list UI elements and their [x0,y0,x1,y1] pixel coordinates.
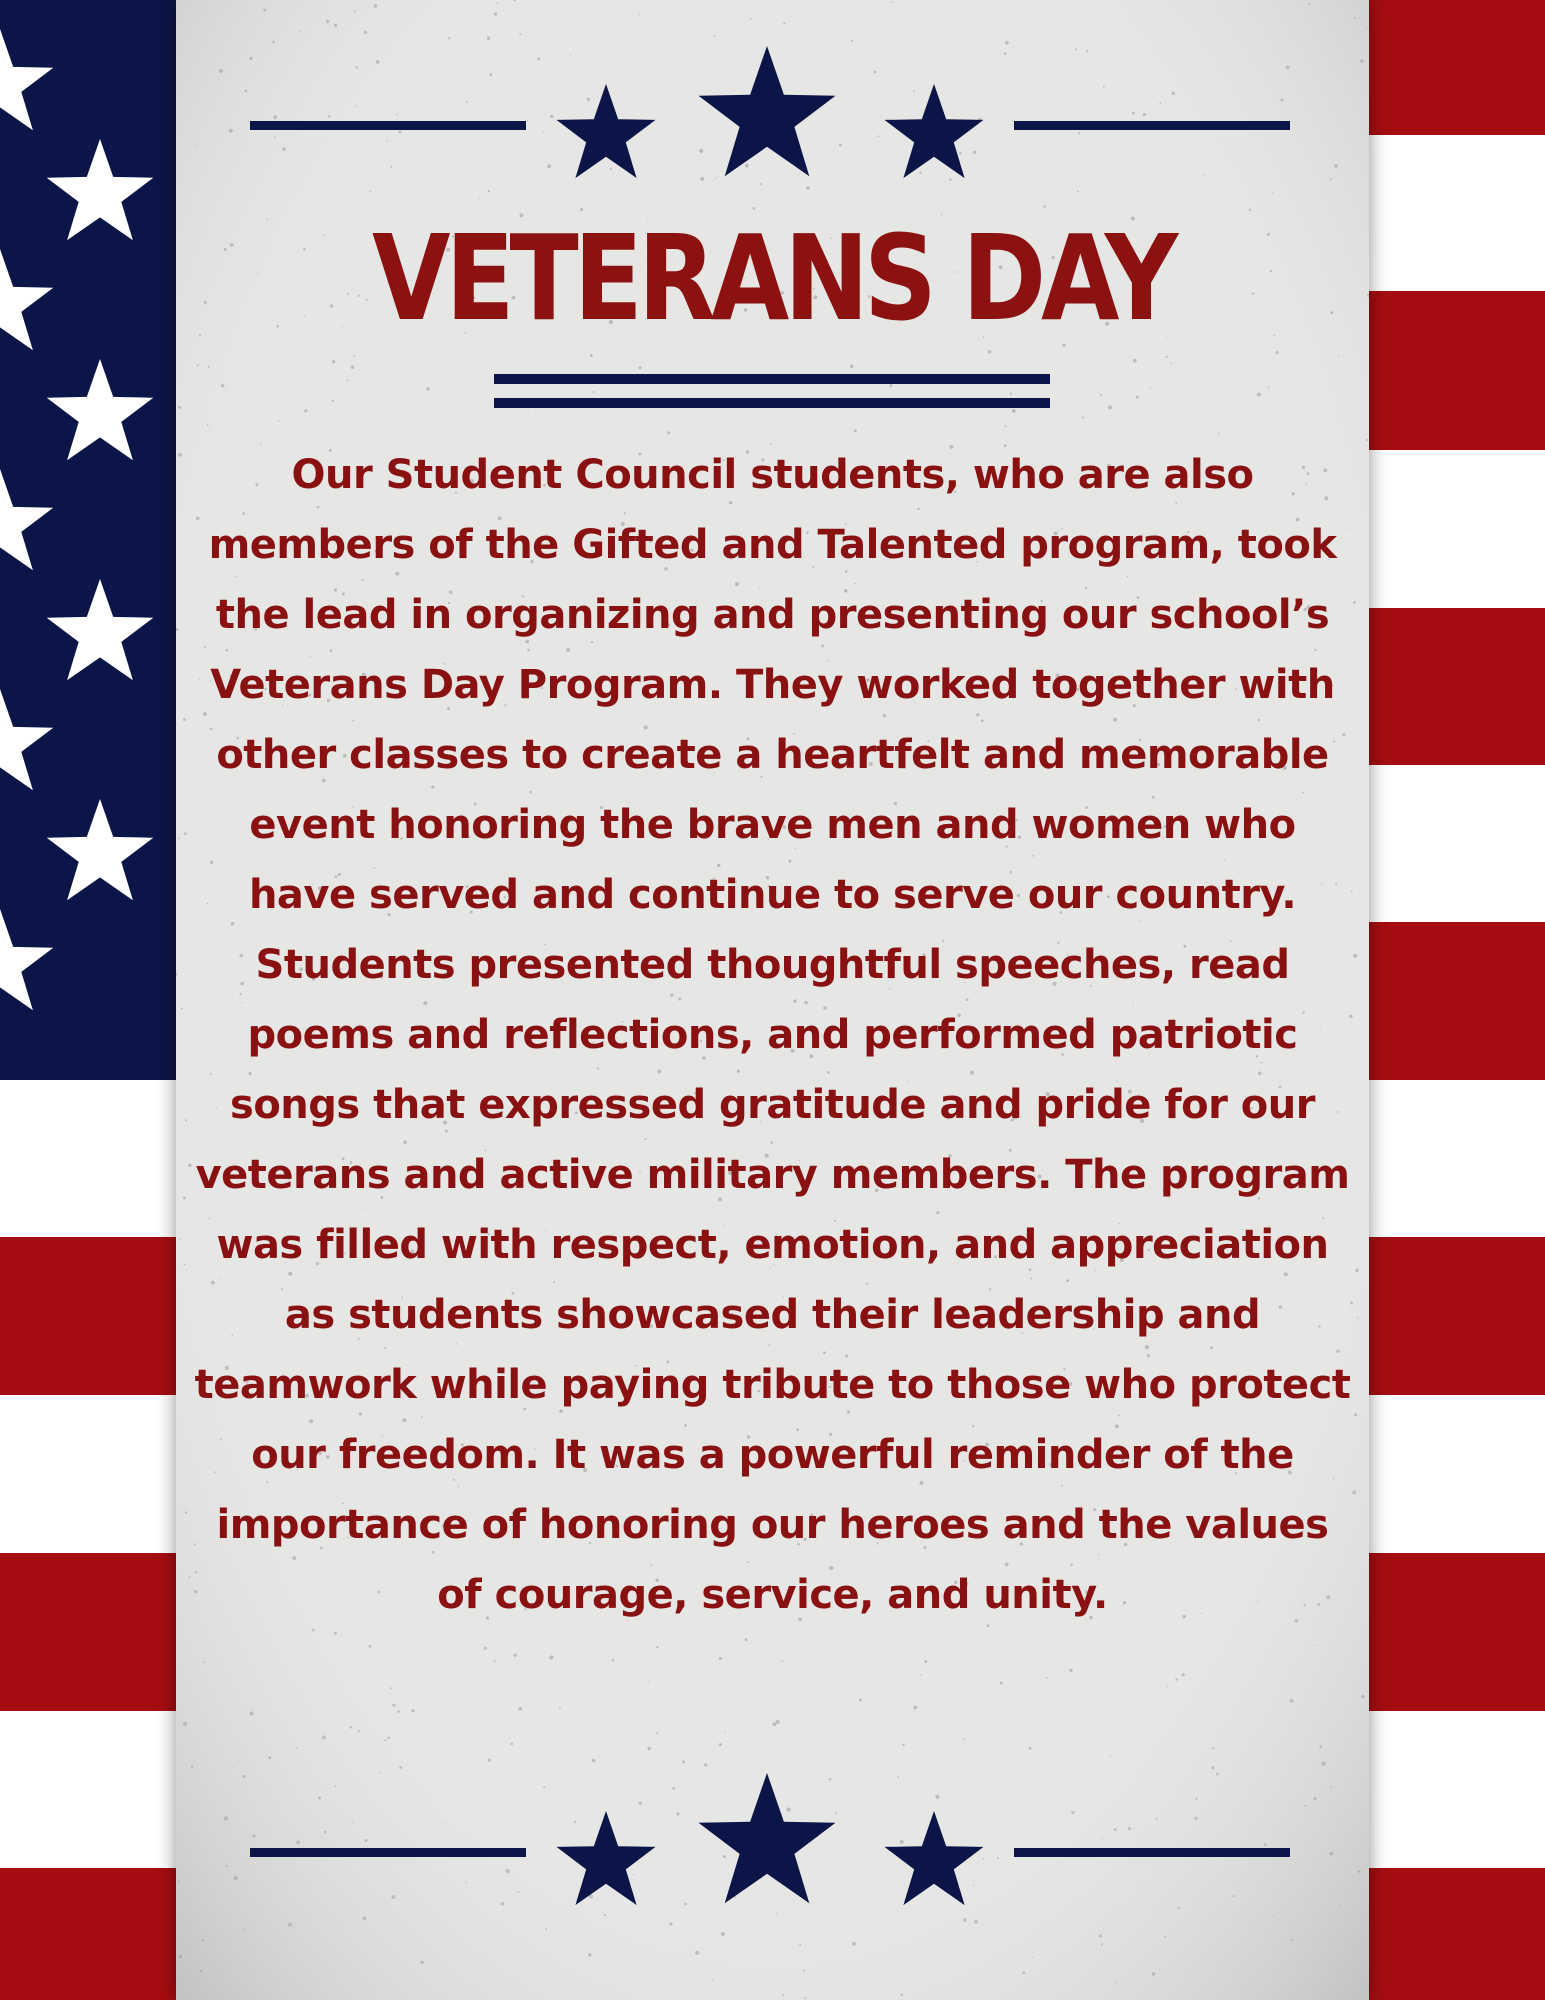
top-star-ornament [176,45,1369,195]
body-paragraph: Our Student Council students, who are also members of the Gifted and Talented program, took the lead in organizing and presenting our school’s Veterans Day Program. They worked together with other classes to create a heartfelt and memorable event honoring the brave men and women who have served and continue to serve our country. Students presented thoughtful speeches, read poems and reflections, and performed patriotic songs that expressed gratitude and pride for our veterans and active military members. The program was filled with respect, emotion, and appreciation as students showcased their leadership and teamwork while paying tribute to those who protect our freedom. It was a powerful reminder of the importance of honoring our heroes and the values of courage, service, and unity. [194,452,1351,1618]
star-icon [557,1811,656,1905]
star-icon [885,84,984,178]
star-icon [885,1811,984,1905]
content-panel [176,0,1369,2000]
star-icon [699,1773,836,1903]
ornament-right-line [1014,1848,1290,1857]
ornament-left-line [250,121,526,130]
star-icon [699,46,836,176]
bottom-star-ornament [176,1772,1369,1922]
ornament-left-line [250,1848,526,1857]
title-underline [494,370,1050,414]
ornament-right-line [1014,121,1290,130]
page-title: VETERANS DAY [371,209,1174,347]
star-icon [557,84,656,178]
